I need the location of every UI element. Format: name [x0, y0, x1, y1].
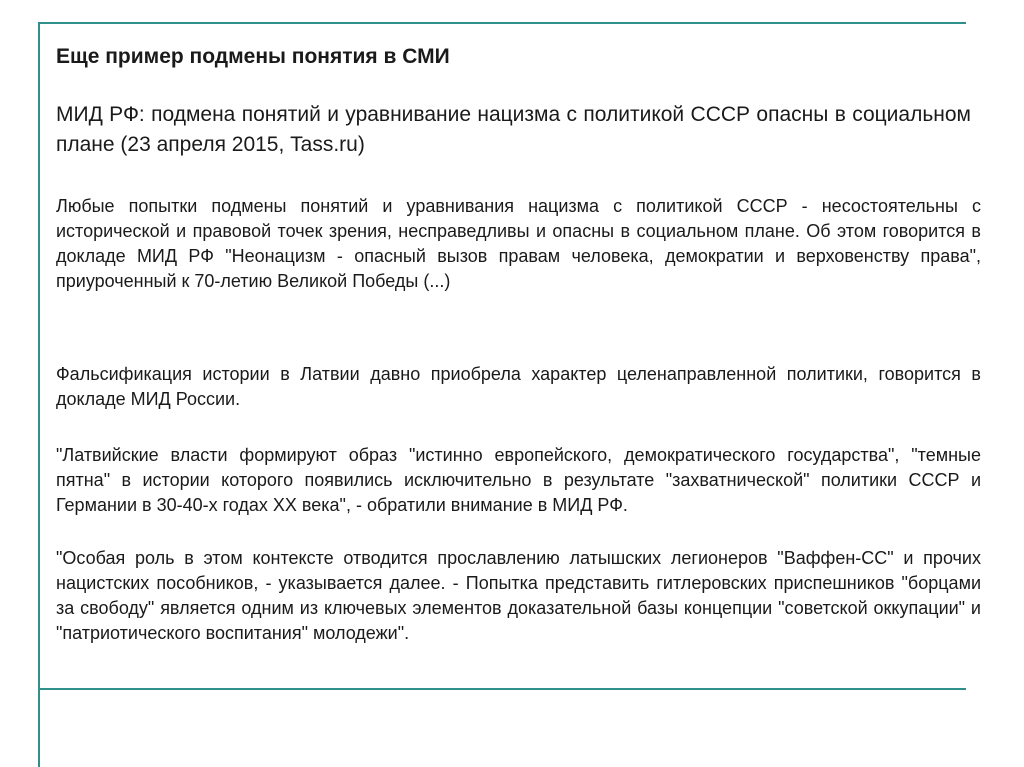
frame-bottom-line — [38, 688, 966, 690]
slide-subtitle: МИД РФ: подмена понятий и уравнивание нацизма с политикой СССР опасны в социальном плане (23 апреля 2015, Tass.ru) — [56, 103, 971, 156]
paragraph-1: Любые попытки подмены понятий и уравнивания нацизма с политикой СССР - несостоятельны с исторической и правовой точек зрения, несправедливы и опасны в социальном плане. Об этом говорится в докладе МИД РФ "Неонацизм - опасный вызов правам человека, демократии и верховенству права", приуроченный к 70-летию Великой Победы (...) — [56, 196, 981, 291]
paragraph-4: "Особая роль в этом контексте отводится прославлению латышских легионеров "Ваффен-СС" и прочих нацистских пособников, - указывается далее. - Попытка представить гитлеровских приспешников "борцами за свободу" является одним из ключевых элементов доказательной базы концепции "советской оккупации" и "патриотического воспитания" молодежи". — [56, 548, 981, 643]
frame-top-line — [38, 22, 966, 24]
slide-title: Еще пример подмены понятия в СМИ — [56, 45, 450, 68]
frame-left-line — [38, 22, 40, 767]
paragraph-3: "Латвийские власти формируют образ "истинно европейского, демократического государства", "темные пятна" в истории которого появились исключительно в результате "захватнической" политики СССР и Германии в 30-40-х годах XX века", - обратили внимание в МИД РФ. — [56, 445, 981, 515]
paragraph-2: Фальсификация истории в Латвии давно приобрела характер целенаправленной политики, говорится в докладе МИД России. — [56, 364, 981, 409]
